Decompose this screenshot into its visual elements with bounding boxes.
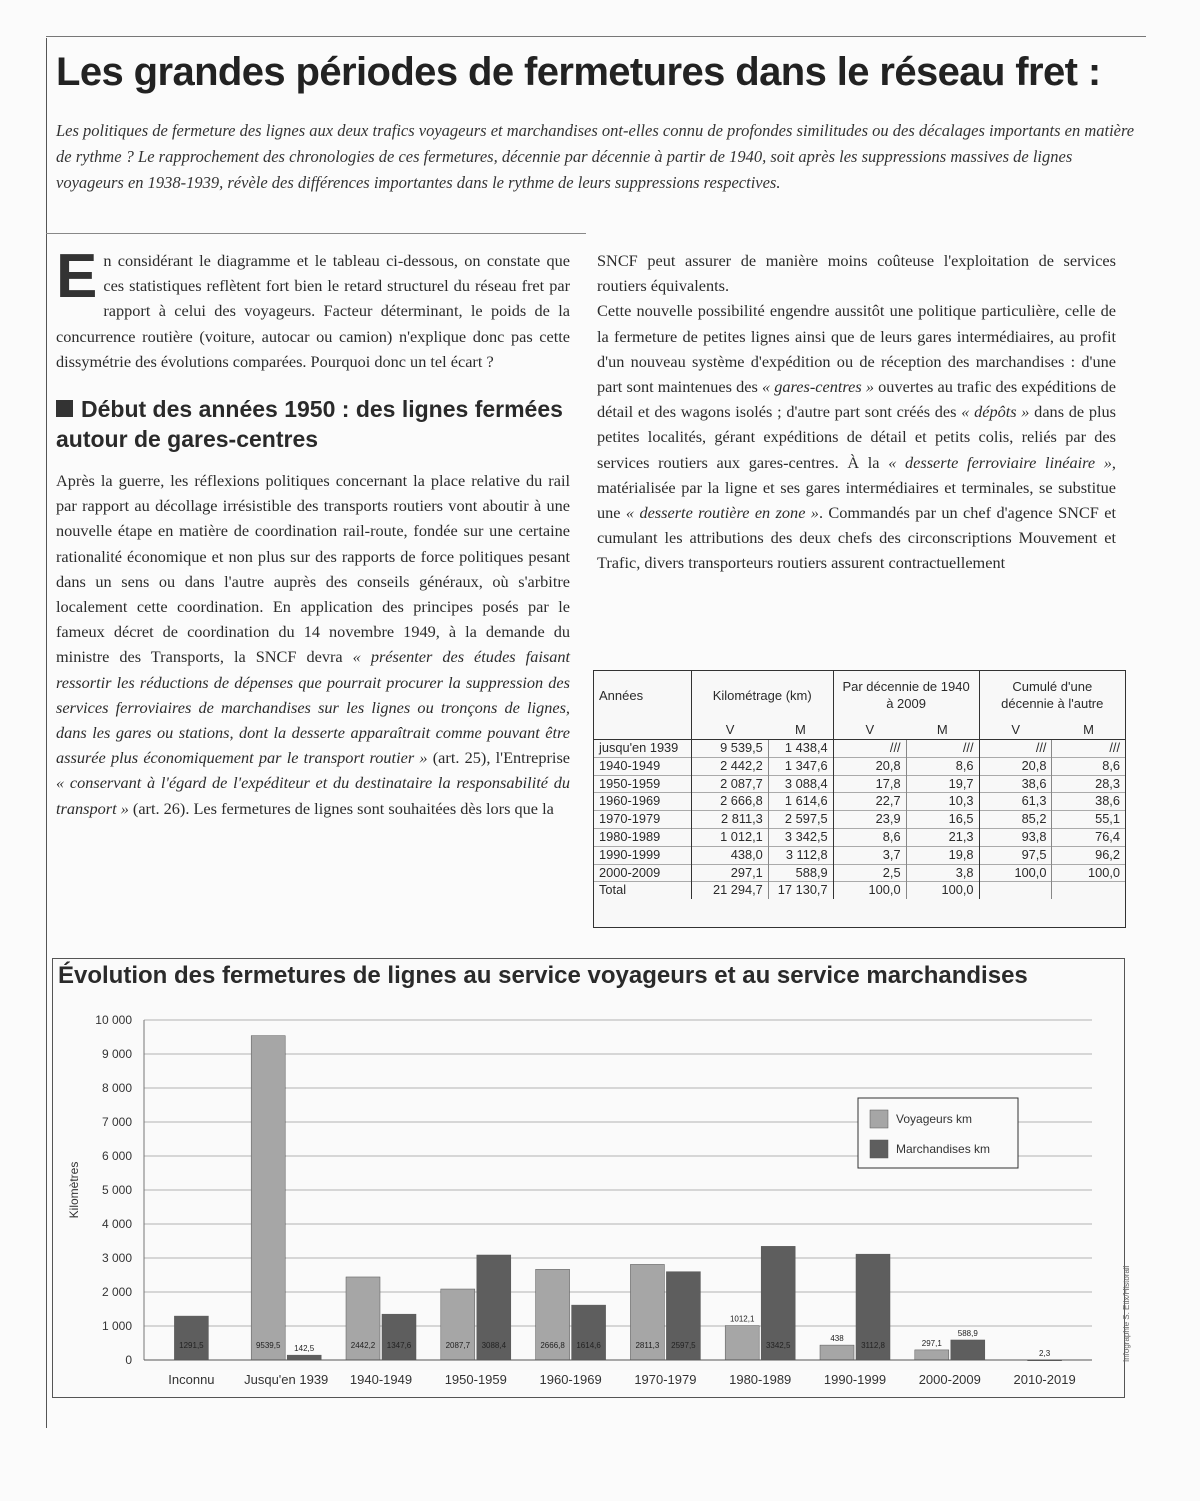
bar-voyageurs [820,1345,854,1360]
paragraph-4-text-c: dans de plus petites localités, gérant expéditions de détail et petits colis, reliés par des services routiers aux gares-centres. À la [597,402,1116,472]
table-cell: 21 294,7 [691,882,768,899]
table-cell: 19,8 [906,846,979,864]
quote-art-25: « présenter des études faisant ressortir les réductions de dépenses que pourrait procurer la suppression des services ferroviaires de marchandises sur les lignes ou tronçons de lignes, dans les gares ou stations, dont la desserte apparaîtrait comme pouvant être assurée plus économiquement par le transport routier » [56,647,570,768]
table-cell: 23,9 [833,811,906,829]
legend-swatch [870,1140,888,1158]
header-v: V [979,719,1052,740]
paragraph-1 [56,242,570,374]
cell-years: 1980-1989 [594,828,691,846]
table-row [594,811,1125,829]
table-cell: 1 614,6 [768,793,833,811]
cell-years: jusqu'en 1939 [599,740,679,755]
table-cell: 20,8 [833,757,906,775]
table-cell: 2,5 [833,864,906,882]
paragraph-2-text: Après la guerre, les réflexions politiques concernant la place relative du rail par rapport au décollage irrésistible des transports routiers vont aboutir à une nouvelle étape en matière de coordination rail-route, fondée sur une certaine rationalité économique et non plus sur des rapports de force politiques pesant dans un sens ou dans l'autre auprès des conseils généraux, où s'arbitre localement cette coordination. En application des principes posés par le fameux décret de coordination du 14 novembre 1949, à la demande du ministre des Transports, la SNCF devra [56,471,570,667]
bar-voyageurs [725,1326,759,1360]
table-row [594,846,1125,864]
table-cell: 438,0 [691,846,768,864]
table-row [594,793,1125,811]
bar-marchandises [951,1340,985,1360]
table-cell: 2 811,3 [691,811,768,829]
legend-swatch [870,1110,888,1128]
y-tick-label: 6 000 [101,1149,132,1163]
paragraph-3: SNCF peut assurer de manière moins coûteuse l'exploitation de services routiers équivalents. [597,251,1116,296]
y-tick-label: 10 000 [95,1013,132,1027]
paragraph-2-text-b: (art. 25), l'Entreprise [427,748,571,768]
top-rule [46,36,1146,37]
table-cell: 3,8 [906,864,979,882]
table-cell: 588,9 [768,864,833,882]
table-cell: 2 597,5 [768,811,833,829]
data-label: 588,9 [957,1328,978,1338]
legend-label: Voyageurs km [896,1112,973,1126]
table-cell: 100,0 [979,864,1052,882]
table-cell: 17,8 [833,775,906,793]
data-label: 3342,5 [765,1341,791,1350]
bar-marchandises [572,1305,606,1360]
x-tick-label: 2010-2019 [1013,1372,1076,1387]
table-cell: 19,7 [906,775,979,793]
y-tick-label: 2 000 [101,1285,132,1299]
table-cell: 8,6 [833,828,906,846]
paragraph-4-text-d: , matérialisée par la ligne et ses gares intermédiaires et terminales, se substitue une [597,452,1116,523]
data-label: 2811,3 [635,1341,660,1350]
x-tick-label: 1940-1949 [349,1372,413,1387]
cell-years: 1950-1959 [594,775,691,793]
table-cell: 2 666,8 [691,793,768,811]
table-cell: 20,8 [979,757,1052,775]
table-cell: 2 442,2 [691,757,768,775]
table-cell: 38,6 [1052,793,1125,811]
table-cell: 28,3 [1052,775,1125,793]
data-label: 3088,4 [481,1341,507,1350]
data-label: 2,3 [1039,1348,1051,1358]
table-cell: 96,2 [1052,846,1125,864]
paragraph-4-text: Cette nouvelle possibilité engendre aussitôt une politique particulière, celle de la fermeture de petites lignes ainsi que de leurs gares intermédiaires, au profit d'un nouveau système d'expédition ou de réception des marchandises : d'une part sont maintenues des [597,301,1116,397]
quote-art-26: « conservant à l'égard de l'expéditeur et du destinataire la responsabilité du transport » [56,773,570,818]
table-cell: 38,6 [979,775,1052,793]
data-label: 2087,7 [445,1341,471,1350]
table-cell: 9 539,5 [691,740,768,758]
quote-desserte-ferroviaire: « desserte ferroviaire linéaire » [888,452,1112,472]
table-row [594,740,1125,758]
paragraph-4-text-b: ouvertes au trafic des expéditions de détail et des wagons isolés ; d'autre part sont créés des [597,377,1116,422]
data-label: 2666,8 [540,1341,565,1350]
intro-paragraph: Les politiques de fermeture des lignes aux deux trafics voyageurs et marchandises ont-elles connu de profondes similitudes ou des décalages importants en matière de rythme ? Le rapprochement des chronologies de ces fermetures, décennie par décennie à partir de 1940, soit après les suppressions massives de lignes voyageurs en 1938-1939, révèle des différences importantes dans le rythme de leurs suppressions respectives. [56,121,1135,192]
cell-years: 1990-1999 [594,846,691,864]
header-par-decennie: Par décennie de 1940 à 2009 [833,671,979,719]
data-label: 1614,6 [576,1341,601,1350]
header-kilometrage: Kilométrage (km) [691,671,833,719]
data-label: 142,5 [294,1344,315,1354]
paragraph-4-text-e: . Commandés par un chef d'agence SNCF et cumulant les attributions des deux chefs des circonscriptions Mouvement et Trafic, divers transporteurs routiers assurent contractuellement [597,503,1116,573]
page-title: Les grandes périodes de fermetures dans le réseau fret : [56,50,1101,94]
data-label: 9539,5 [255,1341,281,1350]
table-cell: 76,4 [1052,828,1125,846]
header-m: M [906,719,979,740]
table-body [594,740,1125,900]
data-label: 2442,2 [350,1341,376,1350]
table-cell: 3 342,5 [768,828,833,846]
y-tick-label: 0 [125,1353,132,1367]
x-tick-label: 1980-1989 [729,1372,792,1387]
bar-marchandises [287,1355,321,1360]
header-cumule: Cumulé d'une décennie à l'autre [979,671,1125,719]
drop-cap: E [56,242,98,311]
table-cell: 1 347,6 [768,757,833,775]
quote-gares-centres: « gares-centres » [761,377,874,397]
paragraph-2-text-c: (art. 26). Les fermetures de lignes sont souhaitées dès lors que la [128,798,554,818]
table-row [594,864,1125,882]
x-tick-label: 1950-1959 [444,1372,507,1387]
table-row [594,828,1125,846]
y-tick-label: 5 000 [101,1183,132,1197]
section-heading-text: Début des années 1950 : des lignes fermées autour de gares-centres [56,396,563,453]
bar-marchandises [382,1314,416,1360]
data-label: 297,1 [921,1338,942,1348]
table-cell: 3 112,8 [768,846,833,864]
y-tick-label: 7 000 [101,1115,132,1129]
table-cell: 2 087,7 [691,775,768,793]
y-tick-label: 8 000 [101,1081,132,1095]
x-tick-label: Inconnu [168,1372,215,1387]
header-m: M [1052,719,1125,740]
table-row [594,775,1125,793]
table-cell: 55,1 [1052,811,1125,829]
table-cell: 3 088,4 [768,775,833,793]
y-tick-label: 3 000 [101,1251,132,1265]
table-cell: 16,5 [906,811,979,829]
quote-depots: « dépôts » [961,402,1030,422]
x-tick-label: 1960-1969 [539,1372,602,1387]
header-v: V [833,719,906,740]
bar-marchandises [174,1316,208,1360]
x-tick-label: 1970-1979 [634,1372,697,1387]
square-bullet-icon [56,400,73,417]
x-tick-label: 2000-2009 [918,1372,981,1387]
table-cell: 297,1 [691,864,768,882]
y-tick-label: 9 000 [101,1047,132,1061]
table-cell: 100,0 [906,882,979,899]
data-label: 3112,8 [861,1341,885,1350]
credit-text: Infographie S. Etix/Historail [1122,1265,1131,1362]
header-v: V [691,719,768,740]
y-tick-label: 4 000 [101,1217,132,1231]
table-cell: 85,2 [979,811,1052,829]
quote-desserte-routiere: « desserte routière en zone » [625,503,819,523]
table-total-row [594,882,1125,899]
table-cell: 22,7 [833,793,906,811]
table-cell: 1 012,1 [691,828,768,846]
table-cell: /// [906,740,979,758]
data-label: 1012,1 [729,1314,755,1324]
table-cell: 21,3 [906,828,979,846]
table-cell: 3,7 [833,846,906,864]
table-cell: 1 438,4 [768,740,833,758]
table-cell: 8,6 [906,757,979,775]
table-cell: 17 130,7 [768,882,833,899]
x-tick-label: Jusqu'en 1939 [244,1372,329,1387]
paragraph-2 [56,468,570,821]
paragraph-4 [597,298,1116,575]
bar-voyageurs [915,1350,949,1360]
cell-years: Total [594,882,691,899]
header-years: Années [599,687,644,703]
table-row [594,757,1125,775]
paragraph-1-text: n considérant le diagramme et le tableau ci-dessous, on constate que ces statistiques reflètent fort bien le retard structurel du réseau fret par rapport à celui des voyageurs. Facteur déterminant, le poids de la concurrence routière (voiture, autocar ou camion) n'explique donc pas cette dissymétrie des évolutions comparées. Pourquoi donc un tel écart ? [56,251,570,371]
cell-years: 1940-1949 [594,757,691,775]
bar-chart [52,998,1112,1393]
table-cell: /// [979,740,1052,758]
table-cell: 61,3 [979,793,1052,811]
table-cell: 100,0 [833,882,906,899]
cell-years: 2000-2009 [594,864,691,882]
header-spacer [594,719,691,740]
legend-label: Marchandises km [896,1142,991,1156]
table-cell: 93,8 [979,828,1052,846]
chart-title: Évolution des fermetures de lignes au service voyageurs et au service marchandises [58,962,1028,989]
x-tick-label: 1990-1999 [823,1372,887,1387]
column-rule [46,233,586,234]
table-cell: 10,3 [906,793,979,811]
table-cell [979,882,1052,899]
data-label: 438 [830,1334,844,1344]
right-column [597,248,1116,576]
y-tick-label: 1 000 [101,1319,132,1333]
table-cell: 100,0 [1052,864,1125,882]
data-label: 1347,6 [386,1341,412,1350]
table-cell: /// [1052,740,1125,758]
left-column [56,242,571,821]
header-m: M [768,719,833,740]
y-axis-label: Kilomètres [67,1161,81,1219]
data-label: 1291,5 [179,1341,204,1350]
table-cell: 97,5 [979,846,1052,864]
statistics-table [593,670,1126,928]
bar-voyageurs [251,1036,285,1360]
section-heading [56,394,570,454]
cell-years: 1970-1979 [594,811,691,829]
data-label: 2597,5 [671,1341,696,1350]
table-cell: 8,6 [1052,757,1125,775]
cell-years: 1960-1969 [594,793,691,811]
table-cell: /// [833,740,906,758]
table-cell [1052,882,1125,899]
